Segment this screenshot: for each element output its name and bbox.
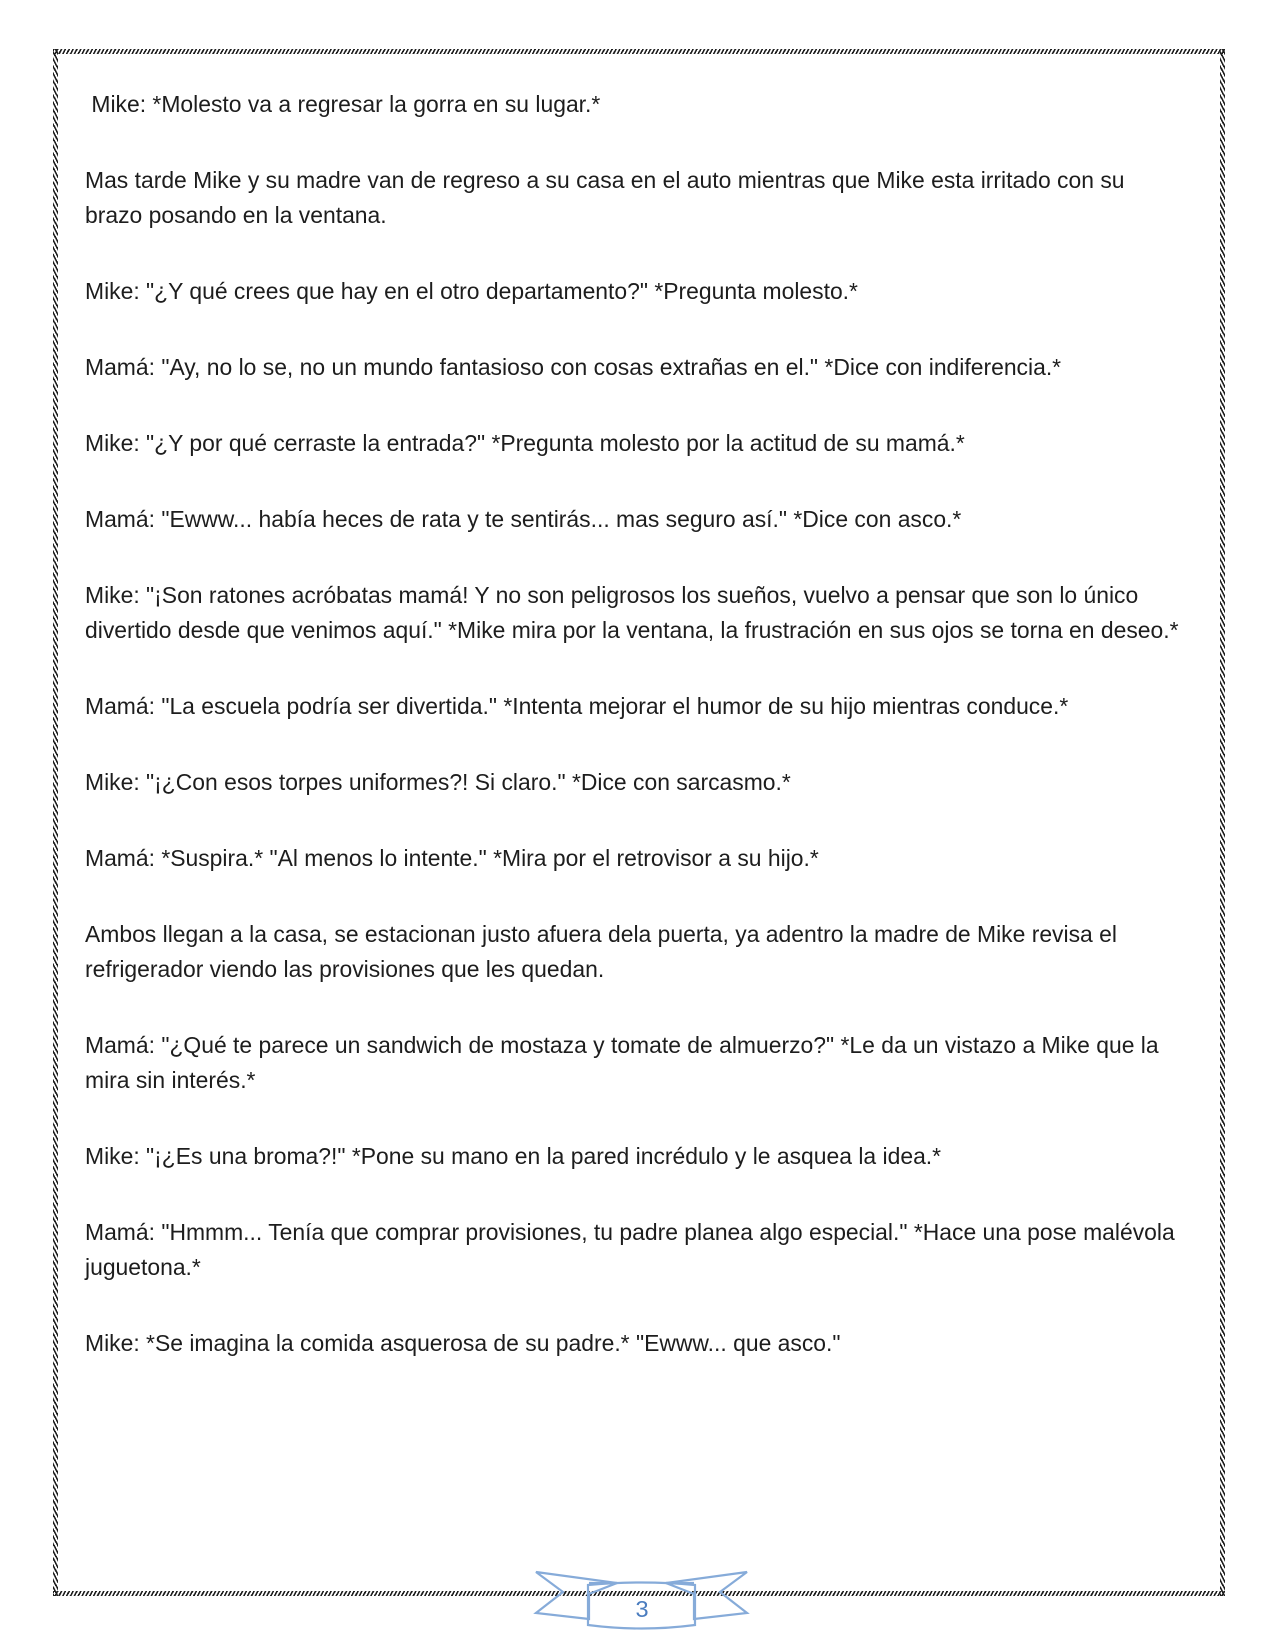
paragraph: Mike: "¡Son ratones acróbatas mamá! Y no son peligrosos los sueños, vuelvo a pensar que son lo único divertido desde que venimos aquí." *Mike mira por la ventana, la frustración en sus ojos se torna en deseo.* [85,582,1179,643]
paragraph: Mike: *Se imagina la comida asquerosa de su padre.* "Ewww... que asco." [85,1330,841,1356]
paragraph: Mas tarde Mike y su madre van de regreso a su casa en el auto mientras que Mike esta irritado con su brazo posando en la ventana. [85,167,1131,228]
border-top-edge [53,49,1225,54]
paragraph: Ambos llegan a la casa, se estacionan justo afuera dela puerta, ya adentro la madre de Mike revisa el refrigerador viendo las provisiones que les quedan. [85,921,1124,982]
paragraph: Mamá: "¿Qué te parece un sandwich de mostaza y tomate de almuerzo?" *Le da un vistazo a Mike que la mira sin interés.* [85,1032,1165,1093]
paragraph: Mamá: "Hmmm... Tenía que comprar provisiones, tu padre planea algo especial." *Hace una pose malévola juguetona.* [85,1219,1182,1280]
paragraph: Mike: "¡¿Con esos torpes uniformes?! Si claro." *Dice con sarcasmo.* [85,769,791,795]
paragraph: Mamá: "Ay, no lo se, no un mundo fantasioso con cosas extrañas en el." *Dice con indiferencia.* [85,354,1062,380]
paragraph: Mamá: "La escuela podría ser divertida." *Intenta mejorar el humor de su hijo mientras conduce.* [85,693,1069,719]
paragraph: Mike: "¿Y qué crees que hay en el otro departamento?" *Pregunta molesto.* [85,278,858,304]
border-right-edge [1220,49,1225,1596]
paragraph: Mamá: "Ewww... había heces de rata y te sentirás... mas seguro así." *Dice con asco.* [85,506,962,532]
paragraph: Mike: *Molesto va a regresar la gorra en su lugar.* [85,91,601,117]
paragraph: Mamá: *Suspira.* "Al menos lo intente." *Mira por el retrovisor a su hijo.* [85,845,819,871]
page-number: 3 [635,1596,649,1622]
border-left-edge [53,49,58,1596]
paragraph: Mike: "¡¿Es una broma?!" *Pone su mano en la pared incrédulo y le asquea la idea.* [85,1143,942,1169]
paragraph: Mike: "¿Y por qué cerraste la entrada?" *Pregunta molesto por la actitud de su mamá.* [85,430,965,456]
story-text [85,87,1185,1361]
